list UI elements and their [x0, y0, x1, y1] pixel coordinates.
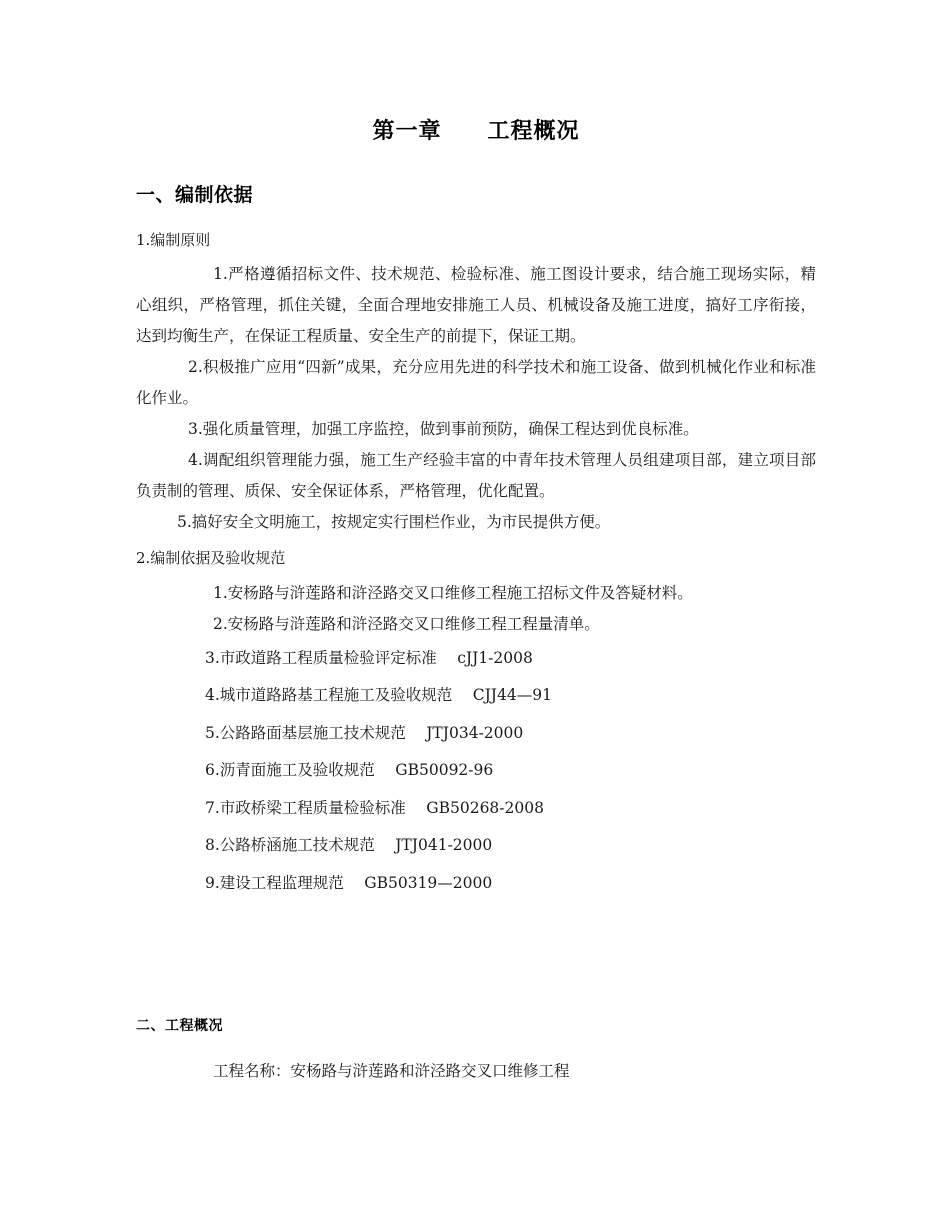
basis-paragraph-1: 1.安杨路与浒莲路和浒泾路交叉口维修工程施工招标文件及答疑材料。 — [213, 583, 693, 602]
section-heading-one: 一、编制依据 — [136, 184, 254, 207]
principle-paragraph-5: 5.搞好安全文明施工，按规定实行围栏作业，为市民提供方便。 — [177, 513, 611, 532]
standard-row-8: 8.公路桥涵施工技术规范 JTJ041-2000 — [205, 836, 493, 855]
principle-paragraph-2: 2.积极推广应用“四新”成果，充分应用先进的科学技术和施工设备、做到机械化作业和标准化作业。 — [136, 358, 816, 408]
standard-row-5: 5.公路路面基层施工技术规范 JTJ034-2000 — [205, 723, 524, 742]
page-content — [136, 0, 816, 1087]
subsection-label-basis-and-acceptance: 2.编制依据及验收规范 — [136, 549, 286, 568]
basis-paragraph-2: 2.安杨路与浒莲路和浒泾路交叉口维修工程工程量清单。 — [213, 614, 600, 633]
subsection-label-compilation-principles: 1.编制原则 — [136, 231, 211, 250]
standard-row-3: 3.市政道路工程质量检验评定标准 cJJ1-2008 — [205, 648, 533, 667]
project-name-line: 工程名称：安杨路与浒莲路和浒泾路交叉口维修工程 — [213, 1061, 570, 1080]
section-spacer — [136, 902, 816, 1018]
standard-row-9: 9.建设工程监理规范 GB50319—2000 — [205, 873, 493, 892]
section-heading-two: 二、工程概况 — [136, 1018, 223, 1035]
principle-paragraph-4: 4.调配组织管理能力强，施工生产经验丰富的中青年技术管理人员组建项目部，建立项目部负责制的管理、质保、安全保证体系，严格管理，优化配置。 — [136, 451, 816, 501]
standard-row-6: 6.沥青面施工及验收规范 GB50092-96 — [205, 761, 494, 780]
principle-paragraph-3: 3.强化质量管理，加强工序监控，做到事前预防，确保工程达到优良标准。 — [188, 420, 699, 439]
standard-row-4: 4.城市道路路基工程施工及验收规范 CJJ44—91 — [205, 686, 552, 705]
principle-paragraph-1: 1.严格遵循招标文件、技术规范、检验标准、施工图设计要求，结合施工现场实际，精心组织，严格管理，抓住关键，全面合理地安排施工人员、机械设备及施工进度，搞好工序衔接，达到均衡生产，在保证工程质量、安全生产的前提下，保证工期。 — [136, 265, 816, 346]
chapter-title: 第一章 工程概况 — [372, 119, 580, 144]
standard-row-7: 7.市政桥梁工程质量检验标准 GB50268-2008 — [205, 798, 544, 817]
